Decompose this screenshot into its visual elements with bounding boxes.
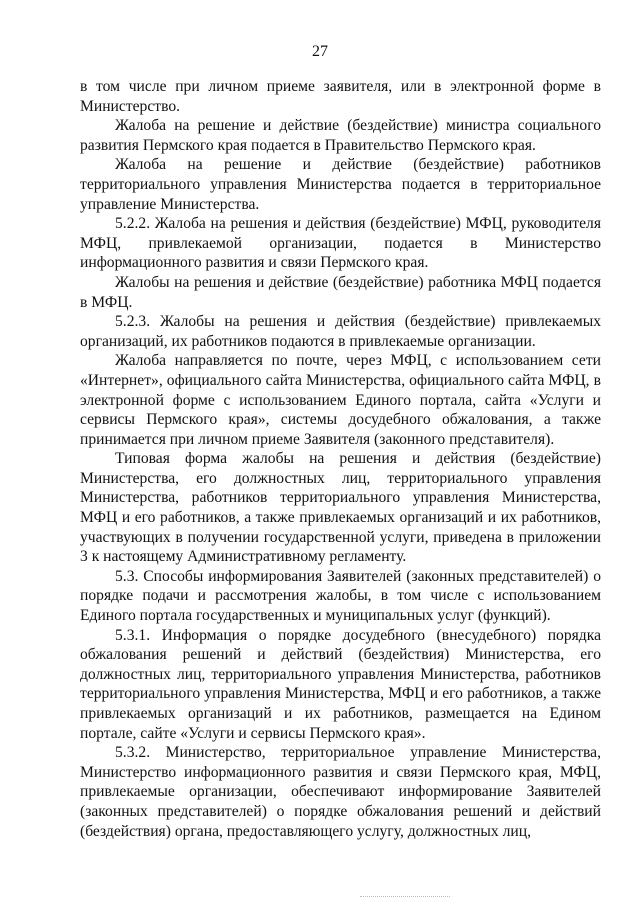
paragraph: Жалобы на решения и действие (бездействие) работника МФЦ подается в МФЦ. (80, 273, 601, 311)
paragraph: 5.2.3. Жалобы на решения и действия (бездействие) привлекаемых организаций, их работников подаются в привлекаемые организации. (80, 313, 601, 350)
paragraph: Жалоба на решение и действие (бездействие) работников территориального управления Министерства подается в территориальное управление Министерства. (80, 156, 601, 213)
document-body (80, 77, 601, 841)
paragraph: 5.2.2. Жалоба на решения и действия (бездействие) МФЦ, руководителя МФЦ, привлекаемой организации, подается в Министерство информационного развития и связи Пермского края. (80, 215, 601, 272)
paragraph: в том числе при личном приеме заявителя, или в электронной форме в Министерство. (80, 78, 601, 115)
paragraph: Типовая форма жалобы на решения и действия (бездействие) Министерства, его должностных лиц, территориального управления Министерства, работников территориального управления Министерства, МФЦ и его работников, а также привлекаемых организаций и их работников, участвующих в получении государственной услуги, приведена в приложении 3 к настоящему Административному регламенту. (80, 450, 601, 566)
paragraph: Жалоба на решение и действие (бездействие) министра социального развития Пермского края подается в Правительство Пермского края. (80, 117, 601, 154)
scan-artifact (360, 896, 450, 900)
paragraph: Жалоба направляется по почте, через МФЦ, с использованием сети «Интернет», официального сайта Министерства, официального сайта МФЦ, в электронной форме с использованием Единого портала, сайта «Услуги и сервисы Пермского края», системы досудебного обжалования, а также принимается при личном приеме Заявителя (законного представителя). (80, 352, 601, 448)
paragraph: 5.3.2. Министерство, территориальное управление Министерства, Министерство информационного развития и связи Пермского края, МФЦ, привлекаемые организации, обеспечивают информирование Заявителей (законных представителей) о порядке обжалования решений и действий (бездействия) органа, предоставляющего услугу, должностных лиц, (80, 744, 601, 840)
page-number: 27 (312, 43, 328, 60)
paragraph: 5.3. Способы информирования Заявителей (законных представителей) о порядке подачи и рассмотрения жалобы, в том числе с использованием Единого портала государственных и муниципальных услуг (функций). (80, 567, 601, 625)
paragraph: 5.3.1. Информация о порядке досудебного (внесудебного) порядка обжалования решений и действий (бездействия) Министерства, его должностных лиц, территориального управления Министерства, работников территориального управления Министерства, МФЦ и его работников, а также привлекаемых организаций и их работников, размещается на Едином портале, сайте «Услуги и сервисы Пермского края». (80, 626, 601, 742)
